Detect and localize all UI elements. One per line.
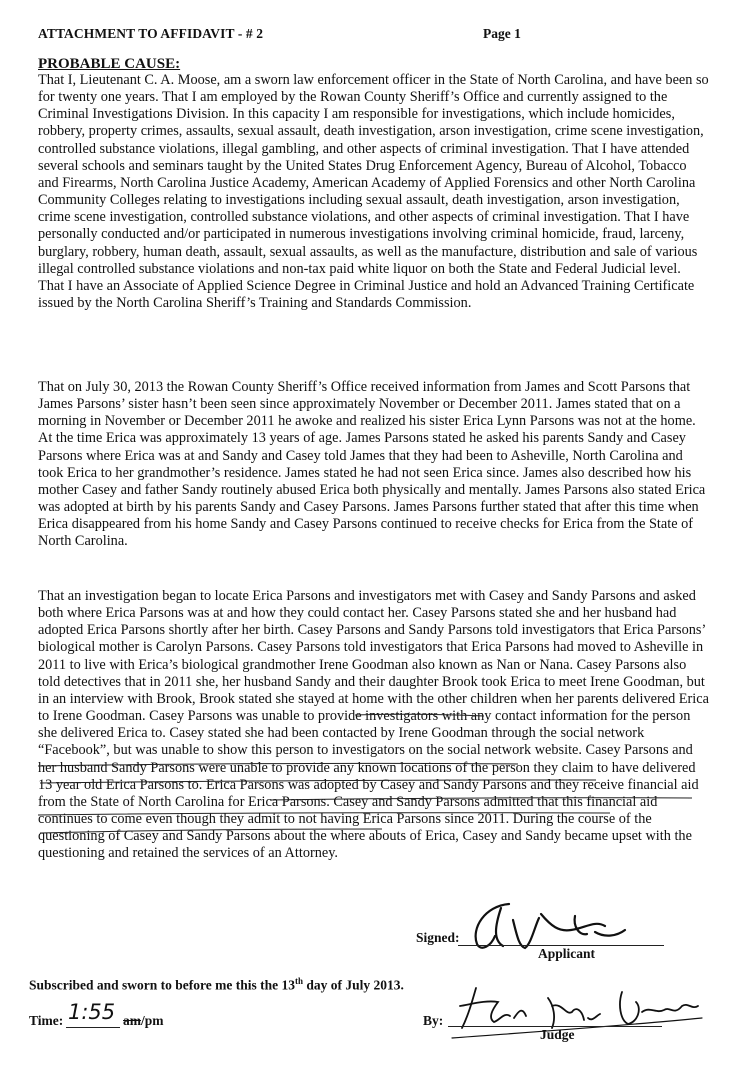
subscribed-prefix: Subscribed and sworn to before me this the 13 — [29, 977, 296, 993]
paragraph-report: That on July 30, 2013 the Rowan County Sheriff’s Office received information from James and Scott Parsons that James Parsons’ sister hasn’t been seen since approximately November or December 2011. James stated that on a morning in November or December 2011 he awoke and realized his sister Erica Lynn Parsons was not at the home. At the time Erica was approximately 13 years of age. James Parsons stated he asked his parents Sandy and Casey Parsons where Erica was at and Sandy and Casey told James that they had been to Asheville, North Carolina and took Erica to her grandmother’s residence. James stated he had not seen Erica since. James also described how his mother Casey and father Sandy routinely abused Erica both physically and mentally. James Parsons also stated Erica was adopted at birth by his parents Sandy and Casey Parsons. James Parsons further stated that after this time when Erica disappeared from his home Sandy and Casey Parsons continued to receive checks for Erica from the State of North Carolina. — [38, 379, 706, 550]
by-label: By: — [423, 1013, 444, 1028]
applicant-label: Applicant — [538, 946, 596, 961]
paragraph-qualifications: That I, Lieutenant C. A. Moose, am a sworn law enforcement officer in the State of North Carolina, and have been so for twenty one years. That I am employed by the Rowan County Sheriff’s Office and currently assigned to the Criminal Investigations Division. In this capacity I am responsible for investigations, which include homicides, robbery, property crimes, assaults, sexual assault, death investigation, arson investigation, crime scene investigation, controlled substance violations, illegal gambling, and other aspects of criminal investigation. That I have attended several schools and seminars taught by the United States Drug Enforcement Agency, Bureau of Alcohol, Tobacco and Firearms, North Carolina Justice Academy, American Academy of Applied Forensics and other North Carolina Community Colleges relating to investigations including sexual assault, death investigation, arson investigation, crime scene investigation, controlled substance violations, and other aspects of criminal investigation. That I have personally conducted and/or participated in numerous investigations involving criminal homicide, fraud, larceny, burglary, robbery, human death, assault, sexual assaults, as well as the manufacture, distribution and sale of various illegal controlled substance violations and non-tax paid white liquor on both the State and Federal Judicial level. That I have an Associate of Applied Science Degree in Criminal Justice and hold an Advanced Training Certificate issued by the North Carolina Sheriff’s Training and Standards Commission. — [38, 72, 709, 312]
time-line — [66, 1027, 120, 1028]
judge-signature — [452, 976, 722, 1046]
paragraph-investigation: That an investigation began to locate Erica Parsons and investigators met with Casey and Sandy Parsons and asked both where Erica Parsons was at and how they could contact her. Casey Parsons stated she and her husband had adopted Erica Parsons shortly after her birth. Casey Parsons and Sandy Parsons told investigators that Erica Parsons’ biological mother is Carolyn Parsons. Casey Parsons told investigators that Erica Parsons had moved to Asheville in 2011 to live with Erica’s biological grandmother Irene Goodman also known as Nan or Nana. Casey Parsons also told detectives that in 2011 she, her husband Sandy and their daughter Brook took Erica to meet Irene Goodman, but in an interview with Brook, Brook stated she stayed at home with the other children when her parents delivered Erica to Irene Goodman. Casey Parsons was unable to provide investigators with any contact information for the person she delivered Erica to. Casey stated she had been contacted by Irene Goodman through the social network “Facebook”, but was unable to show this person to investigators on the social network website. Casey Parsons and her husband Sandy Parsons were unable to provide any known locations of the person they claim to have delivered 13 year old Erica Parsons to. Erica Parsons was adopted by Casey and Sandy Parsons and they receive financial aid from the State of North Carolina for Erica Parsons. Casey and Sandy Parsons admitted that this financial aid continues to come even though they admit to not having Erica Parsons since 2011. During the course of the questioning of Casey and Sandy Parsons about the where abouts of Erica, Casey and Sandy became upset with the questioning and retained the services of an Attorney. — [38, 588, 709, 862]
subscribed-statement — [29, 976, 404, 994]
document-title: ATTACHMENT TO AFFIDAVIT - # 2 — [38, 26, 264, 41]
subscribed-superscript: th — [295, 976, 304, 986]
subscribed-suffix: day of July 2013. — [303, 977, 404, 993]
time-label: Time: — [29, 1013, 64, 1028]
judge-label: Judge — [540, 1027, 575, 1042]
pm-label: /pm — [141, 1013, 164, 1028]
am-pm-label — [123, 1013, 164, 1029]
time-value: 1:55 — [68, 1000, 116, 1024]
am-struck: am — [123, 1013, 141, 1028]
signed-label: Signed: — [416, 930, 460, 945]
section-heading: PROBABLE CAUSE: — [38, 56, 181, 72]
page-number: Page 1 — [483, 26, 521, 41]
